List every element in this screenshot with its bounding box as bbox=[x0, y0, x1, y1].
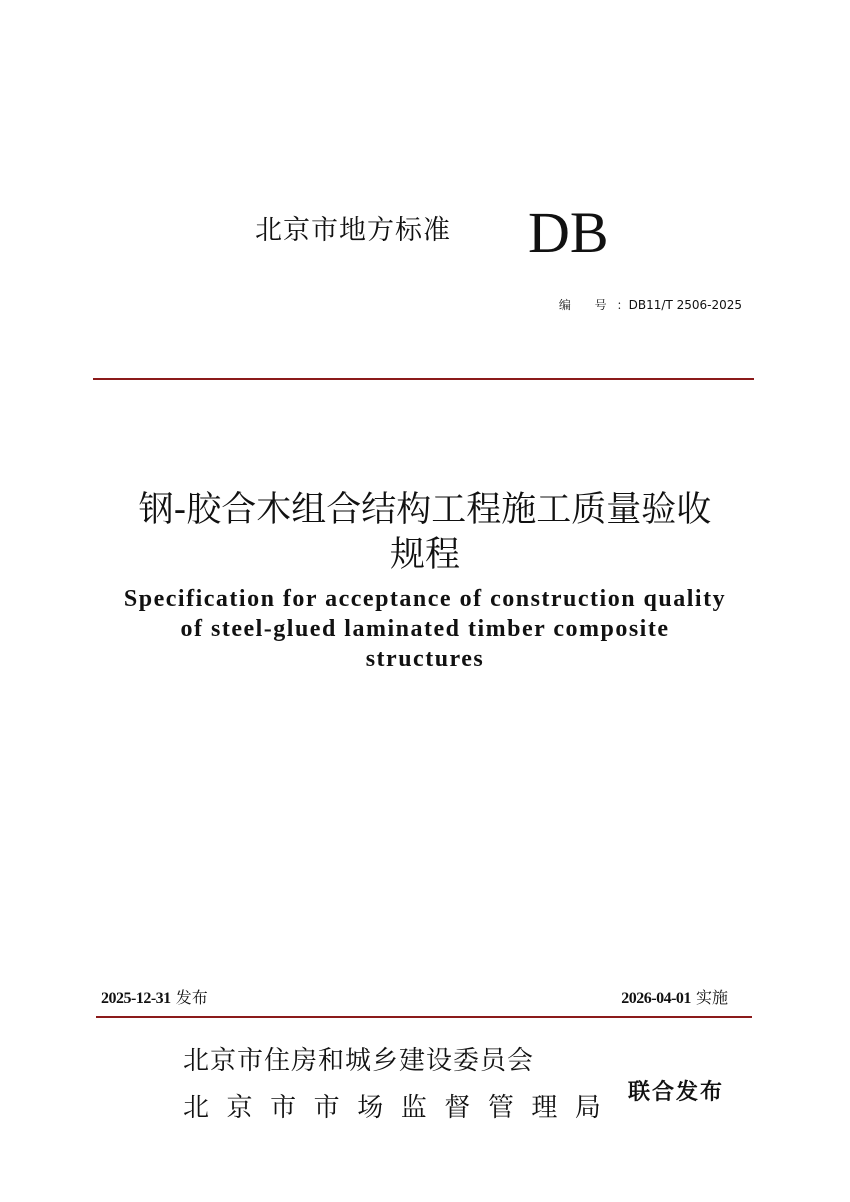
issuer2-char: 管 bbox=[487, 1093, 514, 1123]
issuer2-char: 监 bbox=[400, 1093, 427, 1123]
standard-number-value: DB11/T 2506-2025 bbox=[628, 298, 742, 312]
standard-number bbox=[559, 296, 742, 313]
issuer2-char: 理 bbox=[531, 1093, 558, 1123]
issuer-housing-commission: 北京市住房和城乡建设委员会 bbox=[183, 1046, 535, 1076]
implement-date-value: 2026-04-01 bbox=[621, 990, 691, 1007]
issuer2-char: 局 bbox=[574, 1093, 601, 1123]
joint-issue-label: 联合发布 bbox=[628, 1080, 725, 1105]
title-english bbox=[0, 584, 850, 674]
issuer2-char: 北 bbox=[183, 1093, 210, 1123]
issuer-market-bureau bbox=[183, 1087, 601, 1124]
standard-number-separator: ： bbox=[616, 298, 629, 312]
publish-date bbox=[101, 985, 208, 1008]
standard-type: 北京市地方标准 bbox=[255, 215, 451, 246]
title-chinese-line1: 钢-胶合木组合结构工程施工质量验收 bbox=[138, 490, 712, 530]
db-mark: DB bbox=[528, 200, 609, 265]
issuer2-char: 市 bbox=[313, 1093, 340, 1123]
bottom-divider bbox=[96, 1016, 752, 1018]
issuer2-char: 市 bbox=[270, 1093, 297, 1123]
title-english-line2: of steel-glued laminated timber composite bbox=[180, 616, 670, 642]
publish-label: 发布 bbox=[175, 988, 208, 1007]
implement-date bbox=[621, 985, 728, 1008]
title-english-line3: structures bbox=[365, 646, 485, 672]
title-chinese-line2: 规程 bbox=[389, 535, 460, 575]
title-chinese bbox=[0, 488, 850, 578]
issuer2-char: 场 bbox=[357, 1093, 384, 1123]
top-divider bbox=[93, 378, 754, 380]
publish-date-value: 2025-12-31 bbox=[101, 990, 171, 1007]
implement-label: 实施 bbox=[695, 988, 728, 1007]
issuer2-char: 督 bbox=[444, 1093, 471, 1123]
standard-number-label: 编 号 bbox=[558, 298, 617, 312]
title-english-line1: Specification for acceptance of construction quality bbox=[123, 586, 727, 612]
issuer2-char: 京 bbox=[226, 1093, 253, 1123]
